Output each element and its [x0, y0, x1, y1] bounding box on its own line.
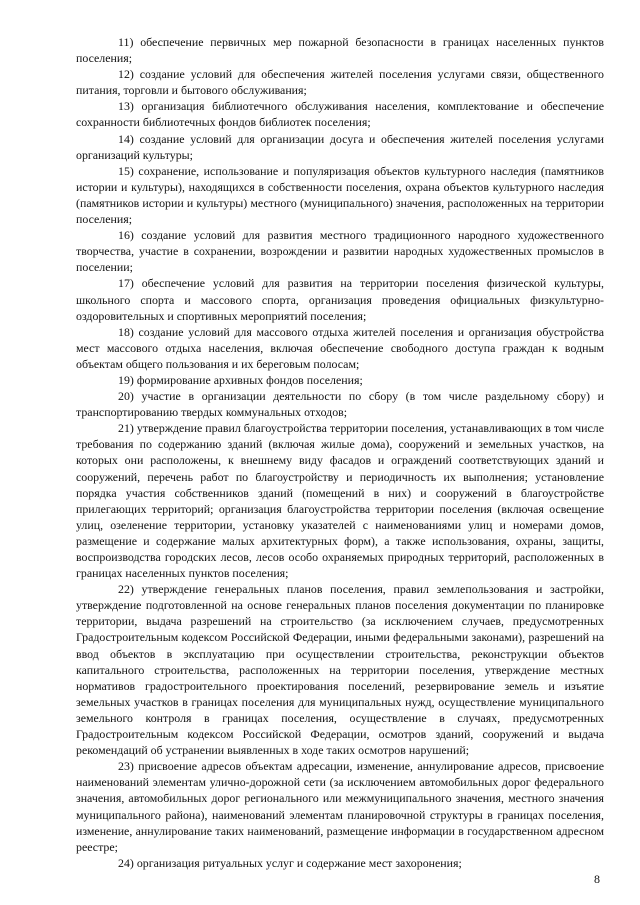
paragraph-item-15: 15) сохранение, использование и популяризация объектов культурного наследия (памятников истории и культуры), находящихся в собственности поселения, охрана объектов культурного наследия (памятников истории и культуры) местного (муниципального) значения, расположенных на территории поселения;: [76, 163, 604, 227]
page-number: 8: [594, 872, 600, 886]
paragraph-item-12: 12) создание условий для обеспечения жителей поселения услугами связи, общественного питания, торговли и бытового обслуживания;: [76, 67, 604, 98]
paragraph-item-17: 17) обеспечение условий для развития на территории поселения физической культуры, школьного спорта и массового спорта, организация проведения официальных физкультурно-оздоровительных и спортивных мероприятий поселения;: [76, 276, 604, 323]
paragraph-item-13: 13) организация библиотечного обслуживания населения, комплектование и обеспечение сохранности библиотечных фондов библиотек поселения;: [76, 99, 604, 130]
paragraph-item-21: 21) утверждение правил благоустройства территории поселения, устанавливающих в том числе требования по содержанию зданий (включая жилые дома), сооружений и земельных участков, на которых они расположены, к внешнему виду фасадов и ограждений соответствующих зданий и сооружений, перечень работ по благоустройству и периодичность их выполнения; установление порядка участия собственников зданий (помещений в них) и сооружений в благоустройстве прилегающих территорий; организация благоустройства территории поселения (включая освещение улиц, озеленение территории, установку указателей с наименованиями улиц и номерами домов, размещение и содержание малых архитектурных форм), а также использования, охраны, защиты, воспроизводства городских лесов, лесов особо охраняемых природных территорий, расположенных в границах населенных пунктов поселения;: [76, 421, 604, 581]
paragraph-item-23: 23) присвоение адресов объектам адресации, изменение, аннулирование адресов, присвоение наименований элементам улично-дорожной сети (за исключением автомобильных дорог федерального значения, автомобильных дорог регионального или межмуниципального значения, местного значения муниципального района), наименований элементам планировочной структуры в границах поселения, изменение, аннулирование таких наименований, размещение информации в государственном адресном реестре;: [76, 759, 604, 854]
paragraph-item-11: 11) обеспечение первичных мер пожарной безопасности в границах населенных пунктов поселения;: [76, 35, 604, 66]
paragraph-item-18: 18) создание условий для массового отдыха жителей поселения и организация обустройства мест массового отдыха населения, включая обеспечение свободного доступа граждан к водным объектам общего пользования и их береговым полосам;: [76, 324, 604, 371]
paragraph-item-16: 16) создание условий для развития местного традиционного народного художественного творчества, участие в сохранении, возрождении и развитии народных художественных промыслов в поселении;: [76, 228, 604, 275]
paragraph-item-14: 14) создание условий для организации досуга и обеспечения жителей поселения услугами организаций культуры;: [76, 131, 604, 162]
paragraph-item-24: 24) организация ритуальных услуг и содержание мест захоронения;: [118, 855, 462, 870]
document-body: [76, 34, 604, 871]
paragraph-item-22: 22) утверждение генеральных планов поселения, правил землепользования и застройки, утверждение подготовленной на основе генеральных планов поселения документации по планировке территории, выдача разрешений на строительство (за исключением случаев, предусмотренных Градостроительным кодексом Российской Федерации, иными федеральными законами), разрешений на ввод объектов в эксплуатацию при осуществлении строительства, реконструкции объектов капитального строительства, расположенных на территории поселения, утверждение местных нормативов градостроительного проектирования поселений, резервирование земель и изъятие земельных участков в границах поселения для муниципальных нужд, осуществление муниципального земельного контроля в границах поселения, осуществление в случаях, предусмотренных Градостроительным кодексом Российской Федерации, осмотров зданий, сооружений и выдача рекомендаций об устранении выявленных в ходе таких осмотров нарушений;: [76, 582, 604, 758]
paragraph-item-19: 19) формирование архивных фондов поселения;: [118, 372, 363, 387]
paragraph-item-20: 20) участие в организации деятельности по сбору (в том числе раздельному сбору) и транспортированию твердых коммунальных отходов;: [76, 389, 604, 420]
